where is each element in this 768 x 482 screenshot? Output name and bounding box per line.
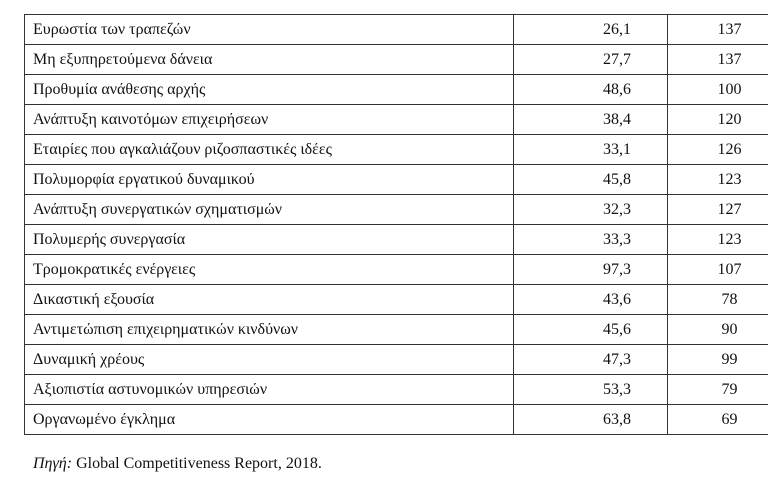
row-label: Πολυμορφία εργατικού δυναμικού [25,165,514,195]
row-rank: 137 [668,15,768,45]
row-rank: 127 [668,195,768,225]
source-text: Global Competitiveness Report, 2018. [72,455,322,472]
row-value: 33,3 [514,225,668,255]
table-row [25,75,768,105]
row-label: Οργανωμένο έγκλημα [25,405,514,435]
row-value: 63,8 [514,405,668,435]
row-value: 26,1 [514,15,668,45]
row-rank: 137 [668,45,768,75]
table-row [25,315,768,345]
row-label: Ανάπτυξη καινοτόμων επιχειρήσεων [25,105,514,135]
row-rank: 120 [668,105,768,135]
row-value: 38,4 [514,105,668,135]
table-row [25,255,768,285]
table-row [25,165,768,195]
row-label: Προθυμία ανάθεσης αρχής [25,75,514,105]
row-rank: 123 [668,165,768,195]
row-rank: 123 [668,225,768,255]
table-row [25,45,768,75]
row-rank: 99 [668,345,768,375]
row-rank: 69 [668,405,768,435]
row-label: Πολυμερής συνεργασία [25,225,514,255]
row-value: 53,3 [514,375,668,405]
row-rank: 90 [668,315,768,345]
row-label: Ευρωστία των τραπεζών [25,15,514,45]
row-value: 27,7 [514,45,668,75]
row-value: 33,1 [514,135,668,165]
row-value: 48,6 [514,75,668,105]
table-row [25,15,768,45]
table-row [25,405,768,435]
table-row [25,105,768,135]
row-label: Δυναμική χρέους [25,345,514,375]
source-note [33,455,322,473]
table-row [25,135,768,165]
table-container [24,14,747,435]
row-rank: 126 [668,135,768,165]
row-label: Εταιρίες που αγκαλιάζουν ριζοσπαστικές ιδέες [25,135,514,165]
row-label: Αξιοπιστία αστυνομικών υπηρεσιών [25,375,514,405]
row-value: 43,6 [514,285,668,315]
competitiveness-table [24,14,768,435]
row-rank: 78 [668,285,768,315]
table-body [25,15,768,435]
row-value: 97,3 [514,255,668,285]
row-label: Αντιμετώπιση επιχειρηματικών κινδύνων [25,315,514,345]
table-row [25,285,768,315]
row-value: 45,6 [514,315,668,345]
row-value: 47,3 [514,345,668,375]
row-label: Τρομοκρατικές ενέργειες [25,255,514,285]
row-label: Μη εξυπηρετούμενα δάνεια [25,45,514,75]
row-rank: 100 [668,75,768,105]
table-row [25,375,768,405]
table-row [25,345,768,375]
row-label: Ανάπτυξη συνεργατικών σχηματισμών [25,195,514,225]
source-label: Πηγή: [33,455,73,472]
row-value: 32,3 [514,195,668,225]
row-rank: 107 [668,255,768,285]
row-value: 45,8 [514,165,668,195]
table-row [25,225,768,255]
row-label: Δικαστική εξουσία [25,285,514,315]
row-rank: 79 [668,375,768,405]
table-row [25,195,768,225]
